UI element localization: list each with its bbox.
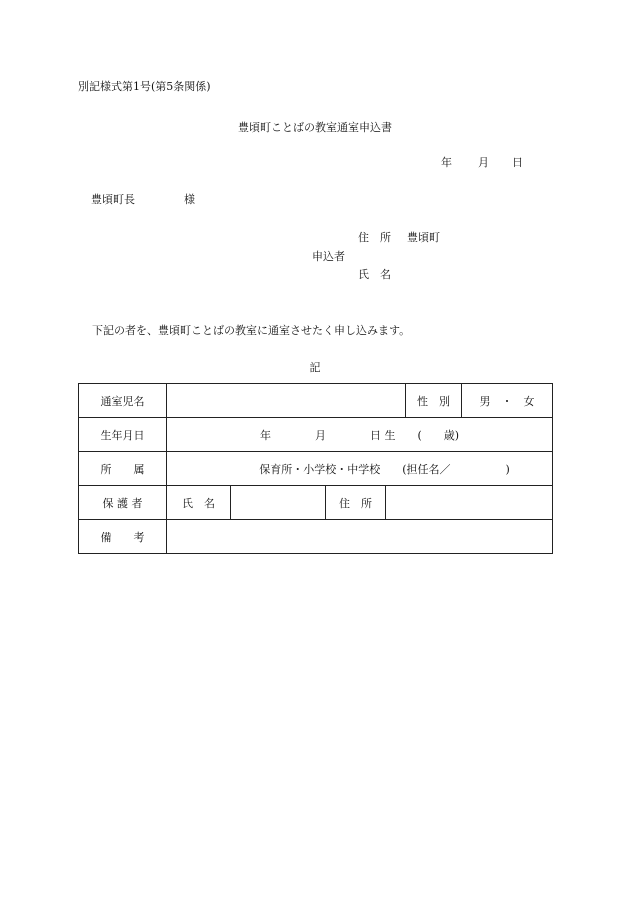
gender-options[interactable]: 男 ・ 女	[462, 384, 553, 418]
remarks-field[interactable]	[167, 520, 553, 554]
form-reference: 別記様式第1号(第5条関係)	[78, 80, 211, 93]
date-year-label: 年	[441, 156, 452, 169]
affiliation-field[interactable]: 保育所・小学校・中学校 (担任名／ )	[167, 452, 553, 486]
birthdate-label: 生年月日	[79, 418, 167, 452]
guardian-name-field[interactable]	[231, 486, 326, 520]
addressee-honorific: 様	[184, 193, 195, 206]
table-row	[79, 418, 553, 452]
ki-heading: 記	[309, 361, 321, 374]
applicant-label: 申込者	[312, 250, 345, 263]
addressee-name: 豊頃町長	[91, 193, 135, 206]
birthdate-field[interactable]: 年 月 日 生 ( 歳)	[167, 418, 553, 452]
table-row	[79, 384, 553, 418]
child-name-label: 通室児名	[79, 384, 167, 418]
applicant-name-label: 氏 名	[358, 268, 391, 281]
applicant-address-label: 住 所	[358, 231, 391, 244]
table-row	[79, 452, 553, 486]
application-statement: 下記の者を、豊頃町ことばの教室に通室させたく申し込みます。	[92, 324, 411, 337]
remarks-label: 備 考	[79, 520, 167, 554]
affiliation-label: 所 属	[79, 452, 167, 486]
guardian-address-label: 住 所	[326, 486, 386, 520]
date-month-label: 月	[478, 156, 489, 169]
gender-label: 性 別	[406, 384, 462, 418]
guardian-label: 保 護 者	[79, 486, 167, 520]
guardian-name-label: 氏 名	[167, 486, 231, 520]
application-form-table	[78, 383, 553, 554]
child-name-field[interactable]	[167, 384, 406, 418]
document-title: 豊頃町ことばの教室通室申込書	[238, 121, 392, 134]
table-row	[79, 520, 553, 554]
date-day-label: 日	[512, 156, 523, 169]
applicant-address-value: 豊頃町	[407, 231, 440, 244]
table-row	[79, 486, 553, 520]
guardian-address-field[interactable]	[386, 486, 553, 520]
